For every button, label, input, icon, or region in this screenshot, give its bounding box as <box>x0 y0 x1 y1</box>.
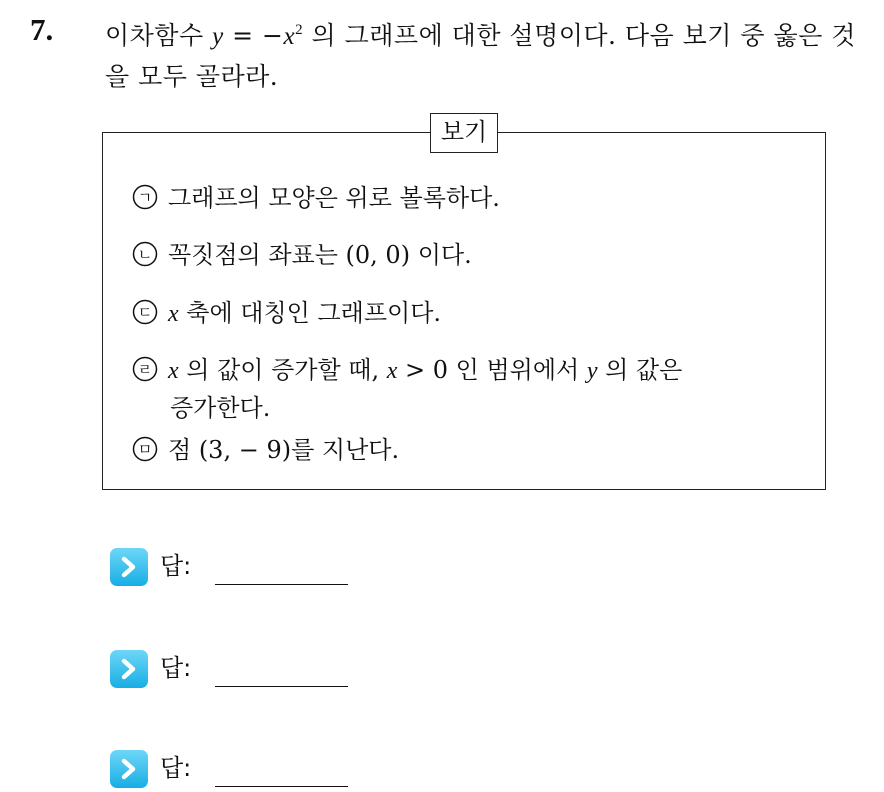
bogi-item-4-continuation-text: 증가한다. <box>170 394 271 422</box>
bogi-item-4 <box>132 350 682 391</box>
math-x: x <box>283 23 296 50</box>
bogi-item-1-text: 그래프의 모양은 위로 볼록하다. <box>168 184 500 212</box>
bogi-item-3-text: 축에 대칭인 그래프이다. <box>178 299 442 327</box>
math-x: x <box>386 358 398 384</box>
circled-mieum-marker <box>132 436 158 462</box>
bogi-item-2-text: 꼭짓점의 좌표는 (0, 0) 이다. <box>168 241 472 269</box>
question-text-after: 의 그래프에 대한 설명이다. 다음 보기 중 옳은 것을 모두 골라라. <box>105 21 856 91</box>
math-x: x <box>168 358 179 384</box>
math-exponent: 2 <box>295 22 304 38</box>
answer-blank[interactable] <box>215 584 348 585</box>
svg-text:ㄹ: ㄹ <box>137 360 153 379</box>
bogi-item-3 <box>132 293 441 334</box>
bogi-item-4-text-a: 의 값이 증가할 때, <box>178 356 387 384</box>
answer-label: 답: <box>160 754 192 782</box>
bogi-item-4-text-c: 의 값은 <box>597 356 683 384</box>
circled-nieun-marker <box>132 241 158 267</box>
math-equals: = − <box>223 21 284 50</box>
math-y: y <box>586 358 598 384</box>
svg-text:ㄷ: ㄷ <box>137 303 153 322</box>
answer-label: 답: <box>160 552 192 580</box>
circled-giyeok-marker <box>132 184 158 210</box>
bogi-item-4-text-b: > 0 인 범위에서 <box>397 356 587 384</box>
svg-text:ㄱ: ㄱ <box>137 188 153 207</box>
question-text <box>105 10 865 97</box>
answer-blank[interactable] <box>215 686 348 687</box>
answer-blank[interactable] <box>215 786 348 787</box>
bogi-item-4-continuation <box>132 388 270 428</box>
arrow-right-icon <box>110 750 148 788</box>
circled-digeut-marker <box>132 299 158 325</box>
circled-rieul-marker <box>132 356 158 382</box>
bogi-title: 보기 <box>430 113 498 153</box>
bogi-item-1 <box>132 178 500 218</box>
bogi-item-2 <box>132 235 472 275</box>
math-y: y <box>212 23 224 50</box>
answer-label: 답: <box>160 654 192 682</box>
svg-text:ㄴ: ㄴ <box>137 245 153 264</box>
arrow-right-icon <box>110 548 148 586</box>
question-number: 7. <box>30 12 54 47</box>
bogi-item-5-text: 점 (3, − 9)를 지난다. <box>168 436 400 464</box>
arrow-right-icon <box>110 650 148 688</box>
question-text-before: 이차함수 <box>105 21 204 50</box>
math-x: x <box>168 301 179 327</box>
svg-text:ㅁ: ㅁ <box>137 440 153 459</box>
bogi-item-5 <box>132 430 399 470</box>
